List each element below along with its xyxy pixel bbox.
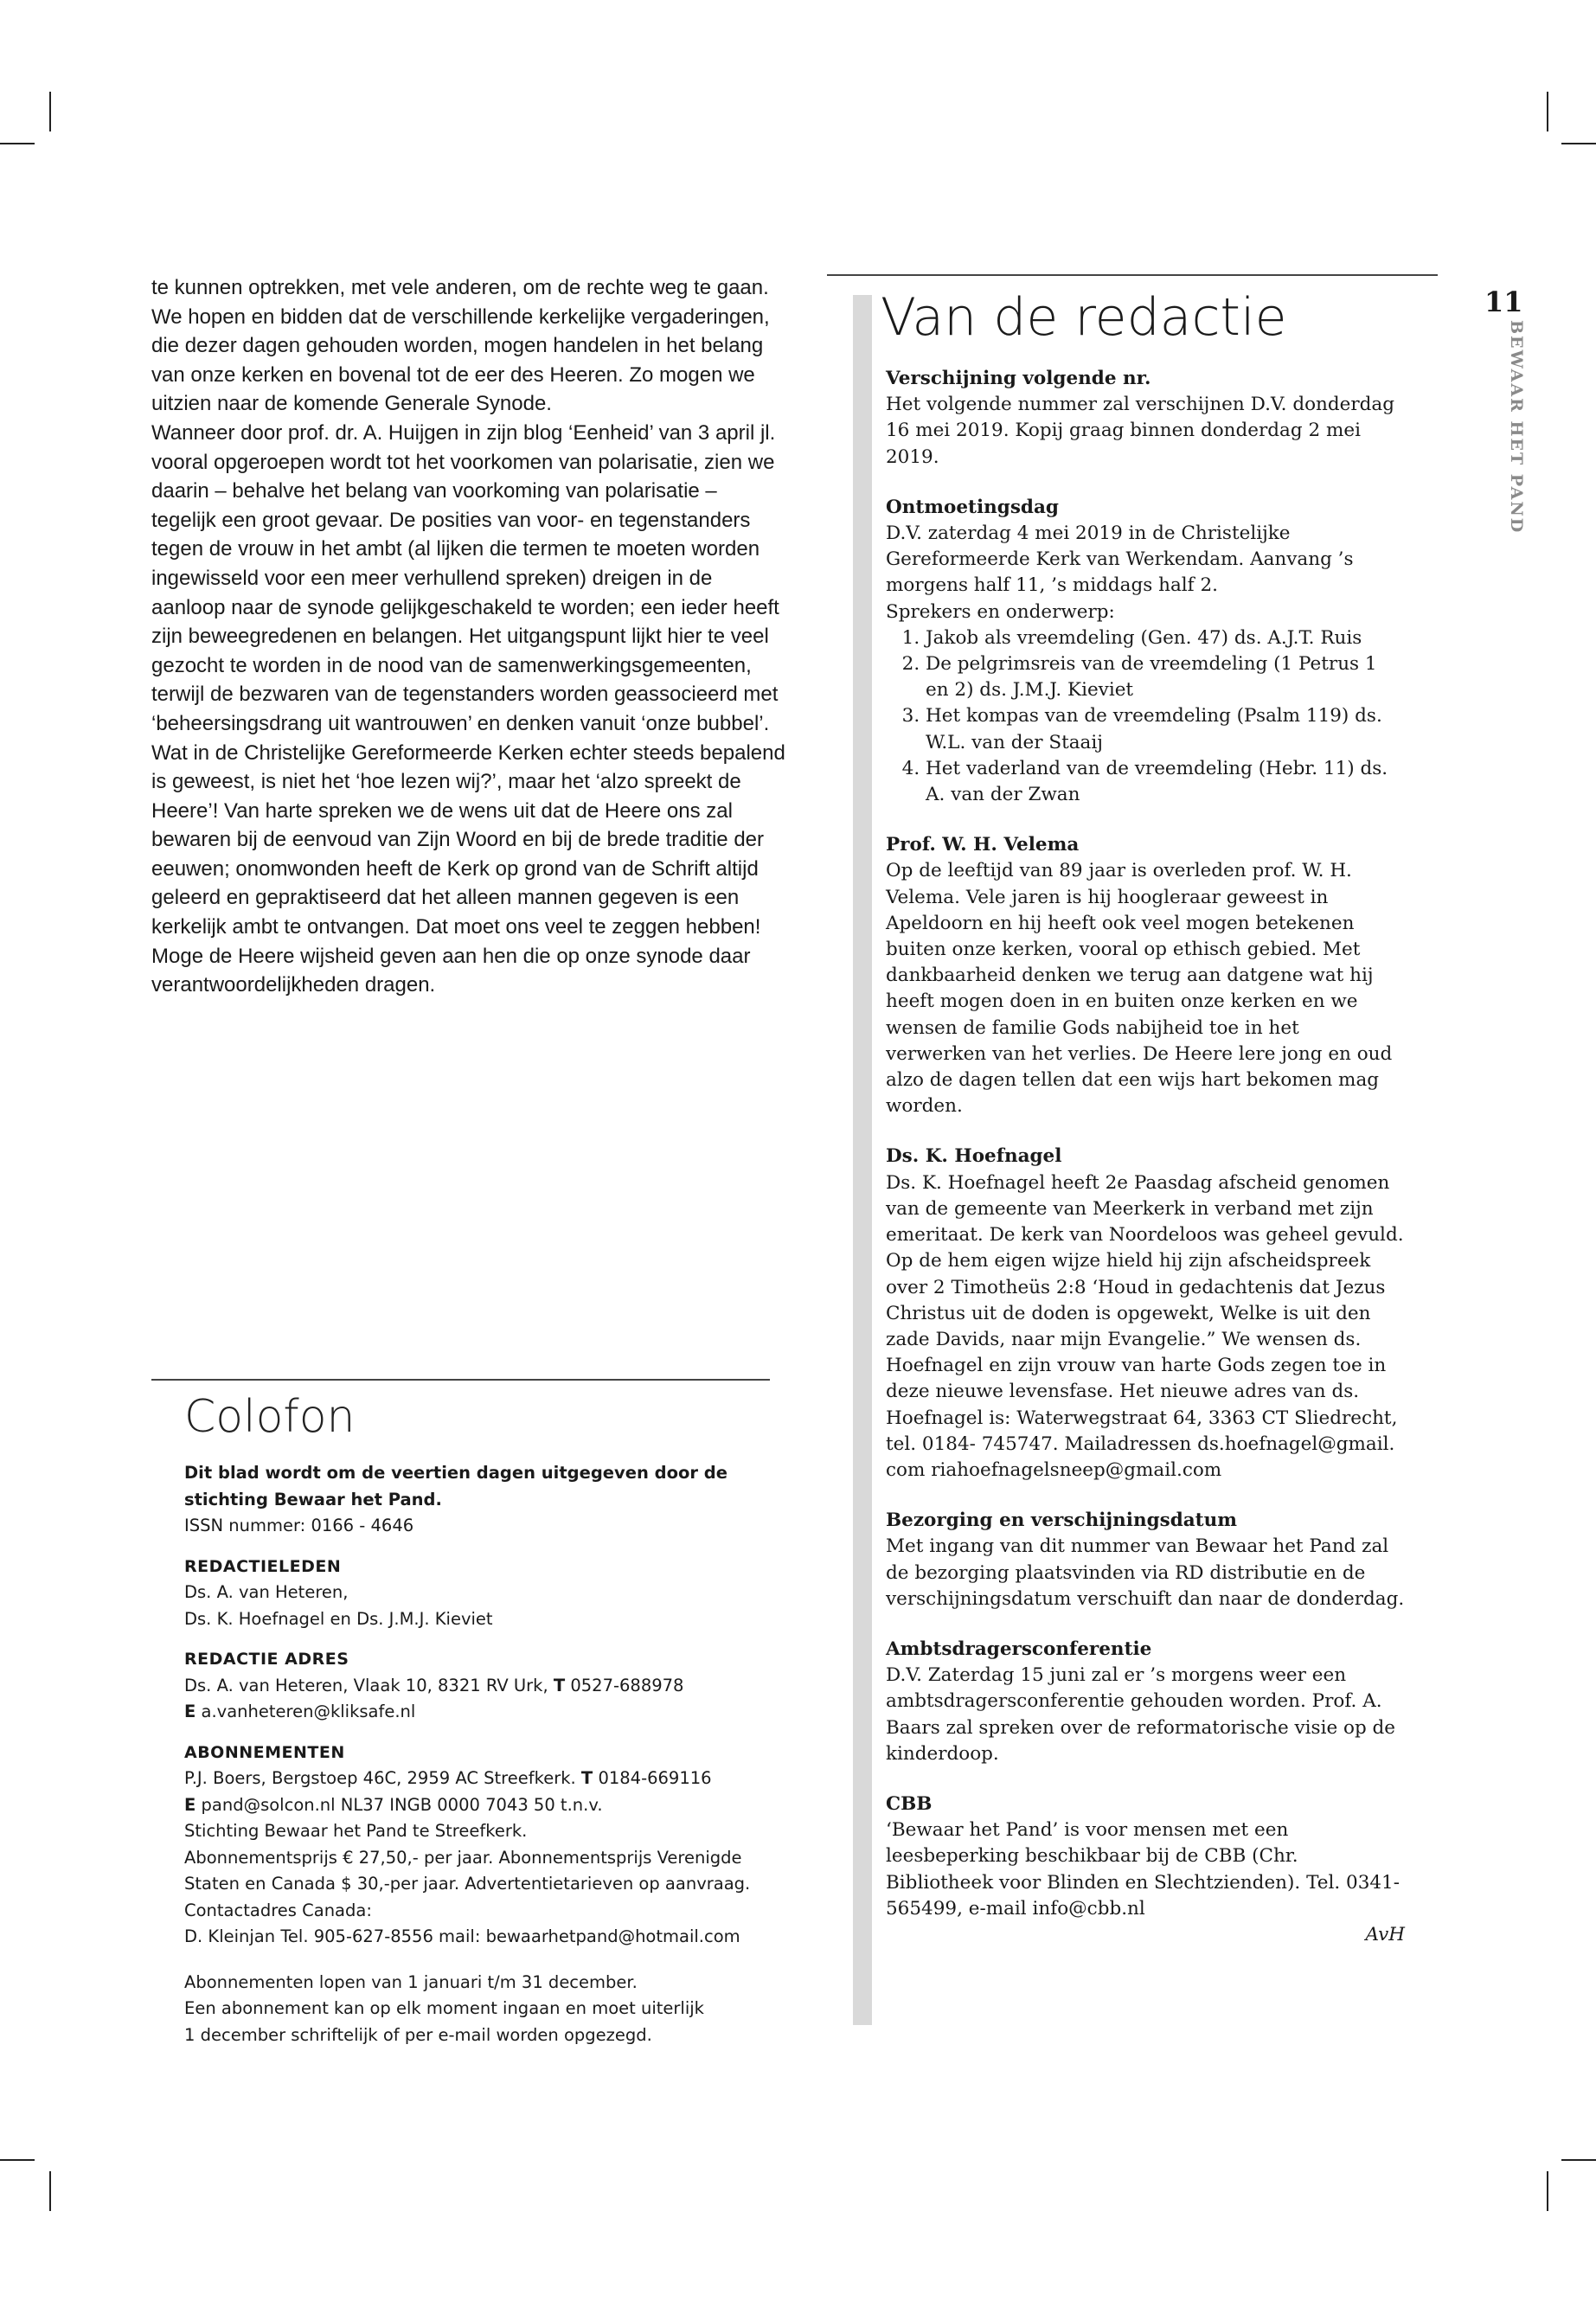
crop-mark-top-left-h [0, 143, 35, 144]
redactie-box [827, 274, 1438, 2025]
address: P.J. Boers, Bergstoep 46C, 2959 AC Streefkerk. [184, 1768, 576, 1788]
section-cbb [886, 1791, 1405, 1948]
section-ontmoetingsdag [886, 495, 1405, 808]
colofon-intro: Dit blad wordt om de veertien dagen uitgegeven door de stichting Bewaar het Pand. [184, 1463, 727, 1509]
redactielid-line: Ds. A. van Heteren, [184, 1582, 349, 1602]
section-conferentie [886, 1637, 1405, 1767]
email-label: E [184, 1794, 196, 1815]
section-text: D.V. Zaterdag 15 juni zal er ’s morgens weer een ambtsdragersconferentie gehouden worden. Prof. A. Baars zal spreken over de reformatorische visie op de kinderdoop. [886, 1664, 1396, 1765]
colofon-rule [151, 1379, 770, 1381]
redactie-side-bar [853, 295, 872, 2025]
colofon-redactie-adres [184, 1646, 770, 1726]
section-text: Het volgende nummer zal verschijnen D.V. donderdag 16 mei 2019. Kopij graag binnen donderdag 2 mei 2019. [886, 394, 1394, 468]
crop-mark-top-right-h [1561, 143, 1596, 144]
section-heading: Ds. K. Hoefnagel [886, 1145, 1062, 1168]
article-continuation [151, 273, 787, 1000]
section-text: ‘Bewaar het Pand’ is voor mensen met een leesbeperking beschikbaar bij de CBB (Chr. Bibliotheek voor Blinden en Slechtzienden). Tel. 0341- 565499, e-mail info@cbb.nl [886, 1819, 1400, 1920]
section-verschijning [886, 366, 1405, 471]
list-item: 3. Het kompas van de vreemdeling (Psalm 119) ds. W.L. van der Staaij [926, 703, 1405, 755]
section-text: Op de leeftijd van 89 jaar is overleden prof. W. H. Velema. Vele jaren is hij hoogleraar geweest in Apeldoorn en hij heeft ook veel mogen betekenen buiten onze kerken, vooral op ethisch gebied. Met dankbaarheid denken we terug aan datgene wat hij heeft mogen doen in en buiten onze kerken en we wensen de familie Gods nabijheid toe in het verwerken van het verlies. De Heere lere jong en oud alzo de dagen tellen dat een wijs hart bekomen mag worden. [886, 860, 1393, 1118]
section-velema [886, 832, 1405, 1119]
address-line [184, 1766, 770, 1792]
section-heading: REDACTIE ADRES [184, 1650, 349, 1669]
contact-label: Contactadres Canada: [184, 1900, 372, 1920]
crop-mark-bottom-right-h [1561, 2159, 1596, 2161]
colofon-intro-section [184, 1460, 770, 1540]
footer-line: Abonnementen lopen van 1 januari t/m 31 december. [184, 1971, 638, 1992]
colofon-abonnementen [184, 1740, 770, 1951]
redactie-rule [827, 274, 1438, 276]
footer-line: 1 december schriftelijk of per e-mail worden opgezegd. [184, 2024, 652, 2045]
prices-text: Abonnementsprijs € 27,50,- per jaar. Abonnementsprijs Verenigde Staten en Canada $ 30,-per jaar. Advertentietarieven op aanvraag. [184, 1847, 751, 1894]
running-title: BEWAAR HET PAND [1507, 320, 1526, 535]
phone: 0184-669116 [598, 1768, 712, 1788]
email-label: E [184, 1702, 196, 1721]
section-text: D.V. zaterdag 4 mei 2019 in de Christelijke Gereformeerde Kerk van Werkendam. Aanvang ’s morgens half 11, ’s middags half 2. [886, 522, 1354, 597]
colofon-title: Colofon [184, 1391, 356, 1443]
crop-mark-top-left-v [49, 92, 51, 131]
crop-mark-top-right-v [1547, 92, 1548, 131]
section-heading: Verschijning volgende nr. [886, 368, 1151, 389]
colofon-redactieleden [184, 1554, 770, 1633]
email-line [184, 1792, 770, 1819]
stichting-line: Stichting Bewaar het Pand te Streefkerk. [184, 1821, 528, 1841]
address: Ds. A. van Heteren, Vlaak 10, 8321 RV Urk, [184, 1675, 548, 1695]
list-item: 4. Het vaderland van de vreemdeling (Hebr. 11) ds. A. van der Zwan [926, 756, 1405, 808]
redactielid-line: Ds. K. Hoefnagel en Ds. J.M.J. Kieviet [184, 1608, 493, 1629]
speakers-label: Sprekers en onderwerp: [886, 600, 1115, 623]
section-hoefnagel [886, 1144, 1405, 1484]
section-heading: Bezorging en verschijningsdatum [886, 1509, 1237, 1532]
phone-label: T [553, 1675, 566, 1695]
section-heading: ABONNEMENTEN [184, 1742, 345, 1762]
section-heading: Ambtsdragersconferentie [886, 1638, 1152, 1660]
email-iban: pand@solcon.nl NL37 INGB 0000 7043 50 t.n.v. [201, 1794, 603, 1815]
section-heading: Prof. W. H. Velema [886, 834, 1080, 856]
address-line [184, 1673, 770, 1700]
list-item: 1. Jakob als vreemdeling (Gen. 47) ds. A.J.T. Ruis [926, 625, 1405, 651]
crop-mark-bottom-left-v [49, 2171, 51, 2211]
contact-line: D. Kleinjan Tel. 905-627-8556 mail: bewaarhetpand@hotmail.com [184, 1926, 740, 1946]
crop-mark-bottom-right-v [1547, 2171, 1548, 2211]
list-item: 2. De pelgrimsreis van de vreemdeling (1 Petrus 1 en 2) ds. J.M.J. Kieviet [926, 651, 1405, 703]
colofon-issn: ISSN nummer: 0166 - 4646 [184, 1516, 414, 1535]
signature: AvH [1365, 1923, 1405, 1945]
phone-label: T [580, 1768, 593, 1788]
section-bezorging [886, 1508, 1405, 1612]
page-number: 11 [1484, 285, 1523, 318]
section-heading: Ontmoetingsdag [886, 496, 1059, 518]
section-heading: REDACTIELEDEN [184, 1556, 342, 1576]
colofon-footer [184, 1970, 770, 2049]
footer-line: Een abonnement kan op elk moment ingaan en moet uiterlijk [184, 1998, 704, 2018]
article-paragraph: We hopen en bidden dat de verschillende kerkelijke vergaderingen, die dezer dagen gehouden worden, mogen handelen in het belang van onze kerken en bovenal tot de eer des Heeren. Zo mogen we uitzien naar de komende Generale Synode. [151, 304, 770, 416]
section-text: Ds. K. Hoefnagel heeft 2e Paasdag afscheid genomen van de gemeente van Meerkerk in verband met zijn emeritaat. De kerk van Noordeloos was geheel gevuld. Op de hem eigen wijze hield hij zijn afscheidspreek over 2 Timotheüs 2:8 ‘Houd in gedachtenis dat Jezus Christus uit de doden is opgewekt, Welke is uit den zade Davids, naar mijn Evangelie.” We wensen ds. Hoefnagel en zijn vrouw van harte Gods zegen toe in deze nieuwe levensfase. Het nieuwe adres van ds. Hoefnagel is: Waterwegstraat 64, 3363 CT Sliedrecht, tel. 0184- 745747. Mailadressen ds.hoefnagel@gmail. com riahoefnagelsneep@gmail.com [886, 1171, 1404, 1481]
speakers-list [886, 625, 1405, 808]
section-heading: CBB [886, 1792, 933, 1815]
section-text: Met ingang van dit nummer van Bewaar het Pand zal de bezorging plaatsvinden via RD distributie en de verschijningsdatum verschuift dan naar de donderdag. [886, 1535, 1405, 1610]
redactie-title: Van de redactie [881, 287, 1287, 348]
email-line [184, 1699, 770, 1726]
crop-mark-bottom-left-h [0, 2159, 35, 2161]
article-paragraph: te kunnen optrekken, met vele anderen, om de rechte weg te gaan. [151, 276, 769, 299]
colofon-box [151, 1379, 770, 2062]
phone: 0527-688978 [570, 1675, 684, 1695]
email: a.vanheteren@kliksafe.nl [201, 1702, 416, 1721]
article-paragraph: Wanneer door prof. dr. A. Huijgen in zijn blog ‘Eenheid’ van 3 april jl. vooral opgeroepen wordt tot het voorkomen van polarisatie, zien we daarin – behalve het belang van voorkoming van polarisatie – tegelijk een groot gevaar. De posities van voor- en tegenstanders tegen de vrouw in het ambt (al lijken die termen te moeten worden ingewisseld voor een meer verhullend spreken) dreigen in de aanloop naar de synode gelijkgeschakeld te worden; een ieder heeft zijn beweegredenen en belangen. Het uitgangspunt lijkt hier te veel gezocht te worden in de nood van de samenwerkingsgemeenten, terwijl de bezwaren van de tegenstanders worden geassocieerd met ‘beheersingsdrang uit wantrouwen’ en denken vanuit ‘onze bubbel’. Wat in de Christelijke Gereformeerde Kerken echter steeds bepalend is geweest, is niet het ‘hoe lezen wij?’, maar het ‘alzo spreekt de Heere’! Van harte spreken we de wens uit dat de Heere ons zal bewaren bij de eenvoud van Zijn Woord en bij de brede traditie der eeuwen; onomwonden heeft de Kerk op grond van de Schrift altijd geleerd en gepraktiseerd dat het alleen mannen gegeven is een kerkelijk ambt te ontvangen. Dat moet ons veel te zeggen hebben! Moge de Heere wijsheid geven aan hen die op onze synode daar verantwoordelijkheden dragen. [151, 420, 785, 997]
